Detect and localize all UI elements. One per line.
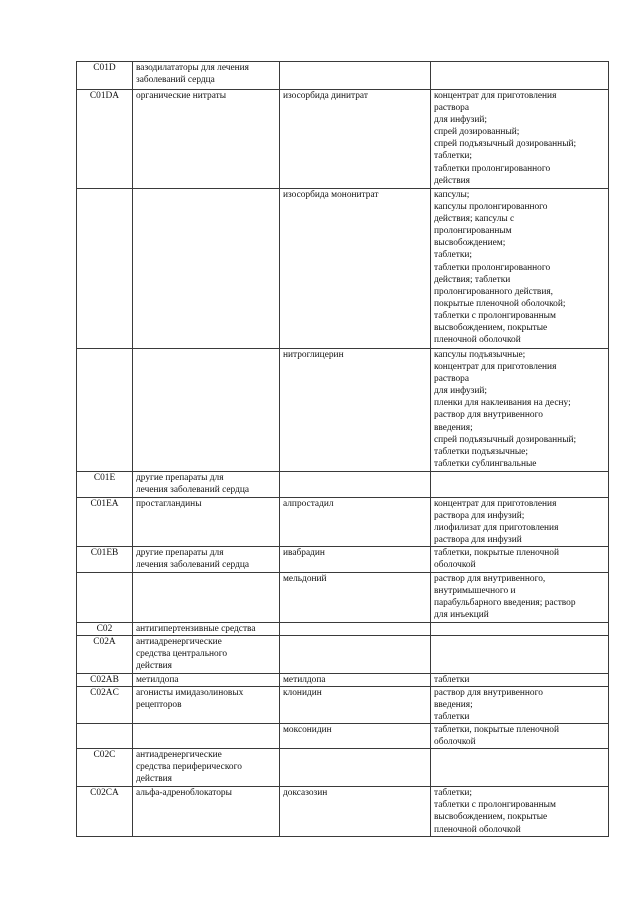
atc-code-cell: C02C [77,749,133,787]
group-name-cell: антиадренергические средства периферического действия [133,749,280,787]
table-row [77,686,609,723]
dosage-form-cell: капсулы; капсулы пролонгированного действия; капсулы с пролонгированным высвобождением; таблетки; таблетки пролонгированного действия; таблетки пролонгированного действия, покрытые пленочной оболочкой; таблетки с пролонгированным высвобождением, покрытые пленочной оболочкой [431,189,609,349]
group-name-cell: другие препараты для лечения заболеваний сердца [133,472,280,498]
dosage-form-cell: таблетки [431,673,609,686]
group-name-cell [133,724,280,749]
table-row [77,622,609,635]
atc-code-cell: C01D [77,62,133,90]
dosage-form-cell [431,622,609,635]
atc-code-cell: C01DA [77,90,133,189]
substance-cell: мельдоний [280,572,431,622]
group-name-cell [133,189,280,349]
group-name-cell: метилдопа [133,673,280,686]
group-name-cell: агонисты имидазолиновых рецепторов [133,686,280,723]
table-row [77,724,609,749]
dosage-form-cell [431,62,609,90]
dosage-form-cell: раствор для внутривенного введения; таблетки [431,686,609,723]
group-name-cell: вазодилататоры для лечения заболеваний сердца [133,62,280,90]
atc-code-cell [77,349,133,472]
group-name-cell: простагландины [133,498,280,547]
atc-code-cell [77,724,133,749]
table-row [77,787,609,836]
table-row [77,472,609,498]
dosage-form-cell [431,635,609,673]
table-row [77,62,609,90]
substance-cell [280,622,431,635]
group-name-cell: другие препараты для лечения заболеваний сердца [133,547,280,572]
substance-cell: изосорбида динитрат [280,90,431,189]
group-name-cell: органические нитраты [133,90,280,189]
substance-cell: доксазозин [280,787,431,836]
atc-code-cell [77,572,133,622]
dosage-form-cell: таблетки, покрытые пленочной оболочкой [431,547,609,572]
atc-code-cell: C01E [77,472,133,498]
group-name-cell [133,349,280,472]
dosage-form-cell: раствор для внутривенного, внутримышечного и парабульбарного введения; раствор для инъекций [431,572,609,622]
substance-cell: алпростадил [280,498,431,547]
substance-cell [280,62,431,90]
dosage-form-cell [431,472,609,498]
atc-code-cell [77,189,133,349]
table-row [77,749,609,787]
substance-cell [280,635,431,673]
dosage-form-cell: капсулы подъязычные; концентрат для приготовления раствора для инфузий; пленки для наклеивания на десну; раствор для внутривенного введения; спрей подъязычный дозированный; таблетки подъязычные; таблетки сублингвальные [431,349,609,472]
substance-cell: нитроглицерин [280,349,431,472]
dosage-form-cell [431,749,609,787]
atc-code-cell: C02A [77,635,133,673]
atc-code-cell: C02AC [77,686,133,723]
table-row [77,90,609,189]
dosage-form-cell: таблетки, покрытые пленочной оболочкой [431,724,609,749]
substance-cell: клонидин [280,686,431,723]
group-name-cell: антигипертензивные средства [133,622,280,635]
atc-code-cell: C02AB [77,673,133,686]
substance-cell: моксонидин [280,724,431,749]
substance-cell: ивабрадин [280,547,431,572]
atc-code-cell: C02 [77,622,133,635]
table-row [77,547,609,572]
atc-code-cell: C01EA [77,498,133,547]
dosage-form-cell: концентрат для приготовления раствора для инфузий; спрей дозированный; спрей подъязычный дозированный; таблетки; таблетки пролонгированного действия [431,90,609,189]
atc-code-cell: C02CA [77,787,133,836]
table-row [77,189,609,349]
table-row [77,572,609,622]
group-name-cell [133,572,280,622]
substance-cell [280,749,431,787]
dosage-form-cell: таблетки; таблетки с пролонгированным высвобождением, покрытые пленочной оболочкой [431,787,609,836]
table-row [77,673,609,686]
substance-cell [280,472,431,498]
table-row [77,498,609,547]
atc-code-cell: C01EB [77,547,133,572]
dosage-form-cell: концентрат для приготовления раствора для инфузий; лиофилизат для приготовления раствора для инфузий [431,498,609,547]
group-name-cell: антиадренергические средства центрального действия [133,635,280,673]
group-name-cell: альфа-адреноблокаторы [133,787,280,836]
table-row [77,349,609,472]
drug-classification-table [76,61,609,837]
substance-cell: изосорбида мононитрат [280,189,431,349]
table-row [77,635,609,673]
substance-cell: метилдопа [280,673,431,686]
